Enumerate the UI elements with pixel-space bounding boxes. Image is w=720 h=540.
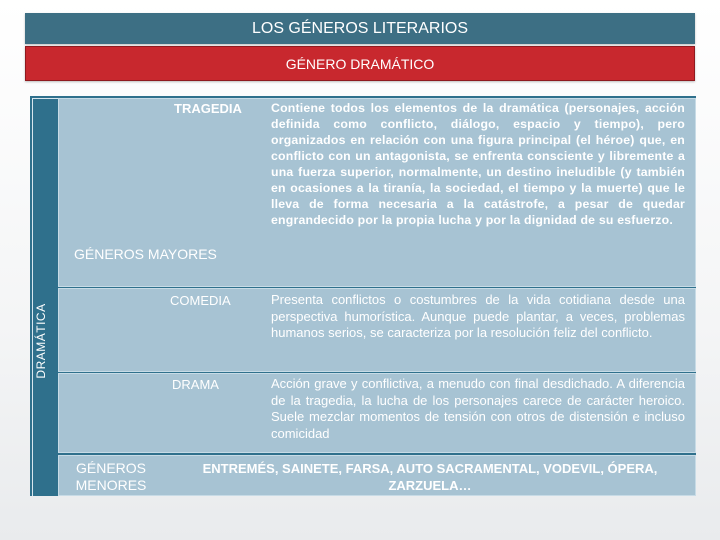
tragedia-description: Contiene todos los elementos de la dramática (personajes, acción definida como conflicto, diálogo, espacio y tiempo), pero organizados en relación con una figura principal (el héroe) que, en conflicto con un antagonista, se enfrenta consciente y libremente a una fuerza superior, normalmente, un destino ineludible (y también en ocasiones a la tiranía, la sociedad, el tiempo y la muerte) que le lleva de forma necesaria a la catástrofe, a pesar de quedar engrandecido por la propia lucha y por la dignidad de su esfuerzo. — [271, 101, 685, 227]
title-bar — [25, 13, 695, 44]
comedia-description: Presenta conflictos o costumbres de la vida cotidiana desde una perspectiva humorística. Aunque puede plantar, a veces, problemas humanos serios, se caracteriza por la resolución feliz del conflicto. — [271, 292, 685, 340]
generos-menores-label: GÉNEROS MENORES — [75, 460, 147, 493]
generos-menores-list: ENTREMÉS, SAINETE, FARSA, AUTO SACRAMENTAL, VODEVIL, ÓPERA, ZARZUELA… — [202, 461, 658, 493]
drama-label: DRAMA — [172, 377, 219, 392]
tragedia-label: TRAGEDIA — [174, 101, 242, 116]
page-title: LOS GÉNEROS LITERARIOS — [251, 19, 469, 37]
subtitle-bar — [25, 46, 695, 81]
comedia-label: COMEDIA — [170, 293, 231, 308]
generos-mayores-label: GÉNEROS MAYORES — [74, 246, 217, 262]
drama-description: Acción grave y conflictiva, a menudo con final desdichado. A diferencia de la tragedia, la lucha de los personajes carece de carácter heroico. Suele mezclar momentos de tensión con otros de distensión e incluso comicidad — [271, 376, 685, 441]
section-title: GÉNERO DRAMÁTICO — [285, 55, 435, 72]
side-label-text: DRAMÁTICA — [34, 303, 48, 379]
